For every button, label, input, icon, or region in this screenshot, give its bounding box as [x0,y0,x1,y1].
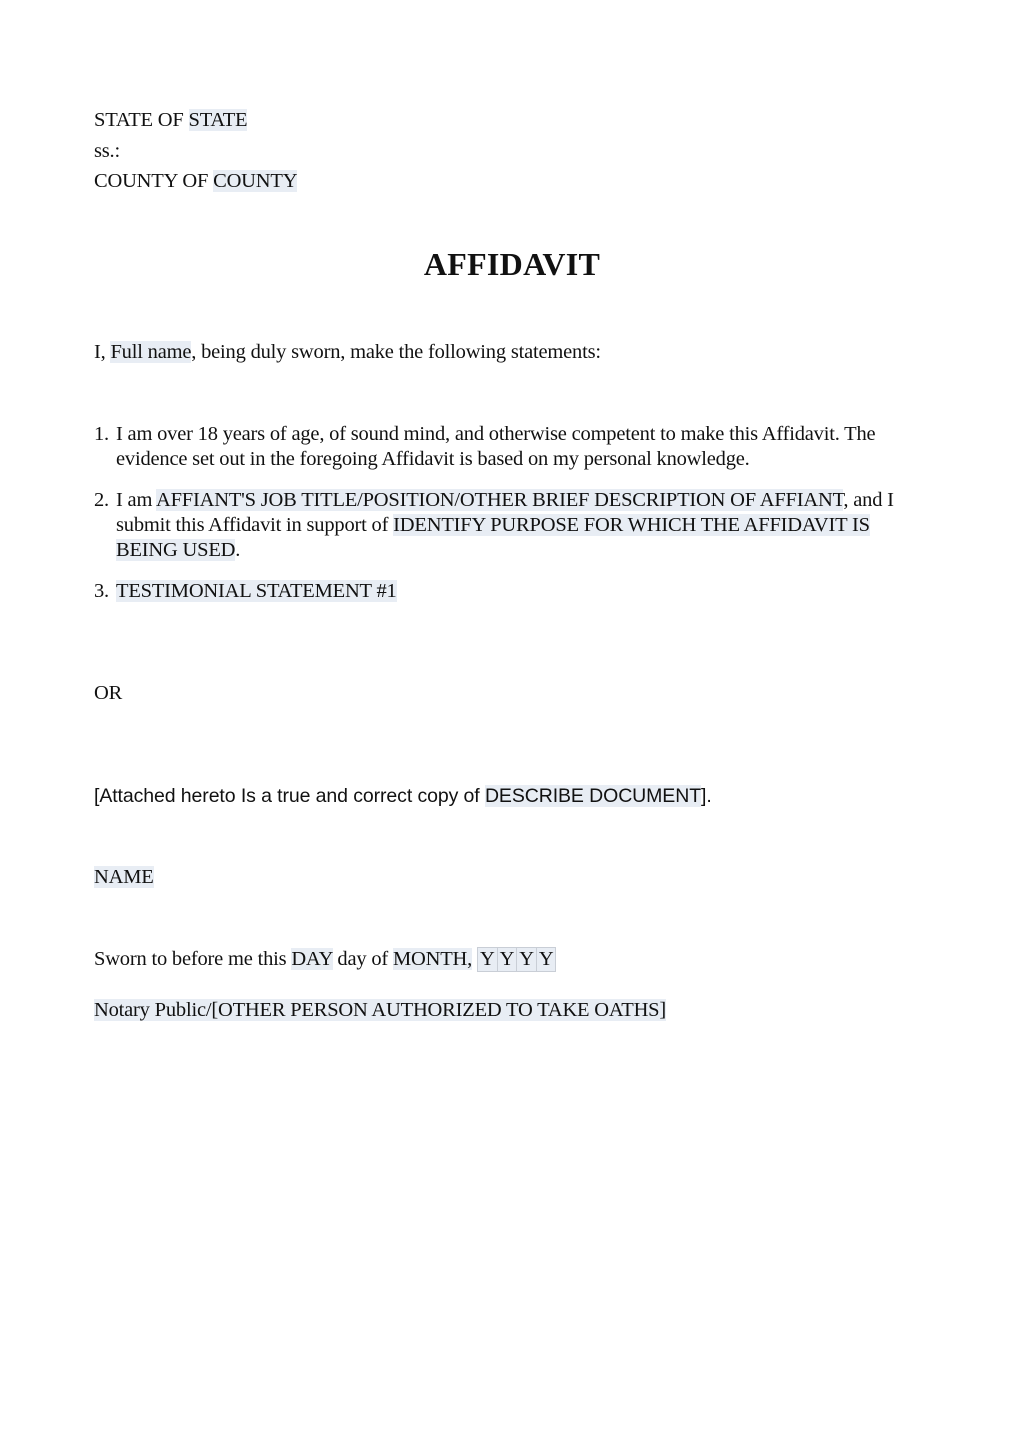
intro-line [94,340,601,365]
county-line [94,169,297,194]
sworn-line [94,947,555,972]
day-field[interactable]: DAY [291,948,333,970]
testimonial-statement-field[interactable]: TESTIMONIAL STATEMENT #1 [116,580,397,602]
county-field[interactable]: COUNTY [213,170,298,192]
describe-document-field[interactable]: DESCRIBE DOCUMENT [484,785,702,807]
statement-2-line-2-prefix: submit this Affidavit in support of [116,514,394,536]
full-name-field[interactable]: Full name [110,341,192,363]
affidavit-purpose-field-cont[interactable]: BEING USED [116,539,236,561]
statement-2 [94,488,914,566]
state-line [94,108,247,133]
intro-prefix: I, [94,341,111,363]
year-digit-box[interactable]: Y [536,947,557,972]
ss-line: ss.: [94,140,120,162]
statement-1-line-1: I am over 18 years of age, of sound mind, and otherwise competent to make this Affidavit. The [116,423,876,445]
affidavit-purpose-field[interactable]: IDENTIFY PURPOSE FOR WHICH THE AFFIDAVIT IS [393,514,870,536]
state-label: STATE OF [94,109,189,131]
sworn-prefix: Sworn to before me this [94,948,292,970]
year-digit-box[interactable]: Y [477,947,498,972]
statement-1-line-2: evidence set out in the foregoing Affidavit is based on my personal knowledge. [116,448,750,470]
month-field[interactable]: MONTH, [392,948,473,970]
affiant-job-title-field[interactable]: AFFIANT'S JOB TITLE/POSITION/OTHER BRIEF DESCRIPTION OF AFFIANT [156,489,844,511]
year-field[interactable] [477,948,555,970]
county-label: COUNTY OF [94,170,214,192]
statement-3 [94,579,914,605]
name-line [94,865,154,890]
year-digit-box[interactable]: Y [516,947,537,972]
statement-1 [94,422,914,474]
signer-name-field[interactable]: NAME [94,866,154,888]
statement-2-mid: , and I [843,489,894,511]
statement-2-end: . [235,539,241,561]
attached-prefix: [Attached hereto Is a true and correct copy of [94,785,485,807]
statement-number: 1. [94,423,109,445]
attached-suffix: ]. [701,785,712,807]
statement-2-prefix: I am [116,489,156,511]
year-digit-box[interactable]: Y [497,947,518,972]
statement-number: 2. [94,489,109,511]
or-text: OR [94,682,123,704]
state-field[interactable]: STATE [188,109,248,131]
attached-line [94,784,712,809]
statement-number: 3. [94,580,109,602]
notary-line [94,998,666,1023]
intro-suffix: , being duly sworn, make the following statements: [191,341,601,363]
notary-field[interactable]: Notary Public/[OTHER PERSON AUTHORIZED TO TAKE OATHS] [94,999,666,1021]
document-title: AFFIDAVIT [423,246,601,282]
sworn-mid: day of [332,948,393,970]
